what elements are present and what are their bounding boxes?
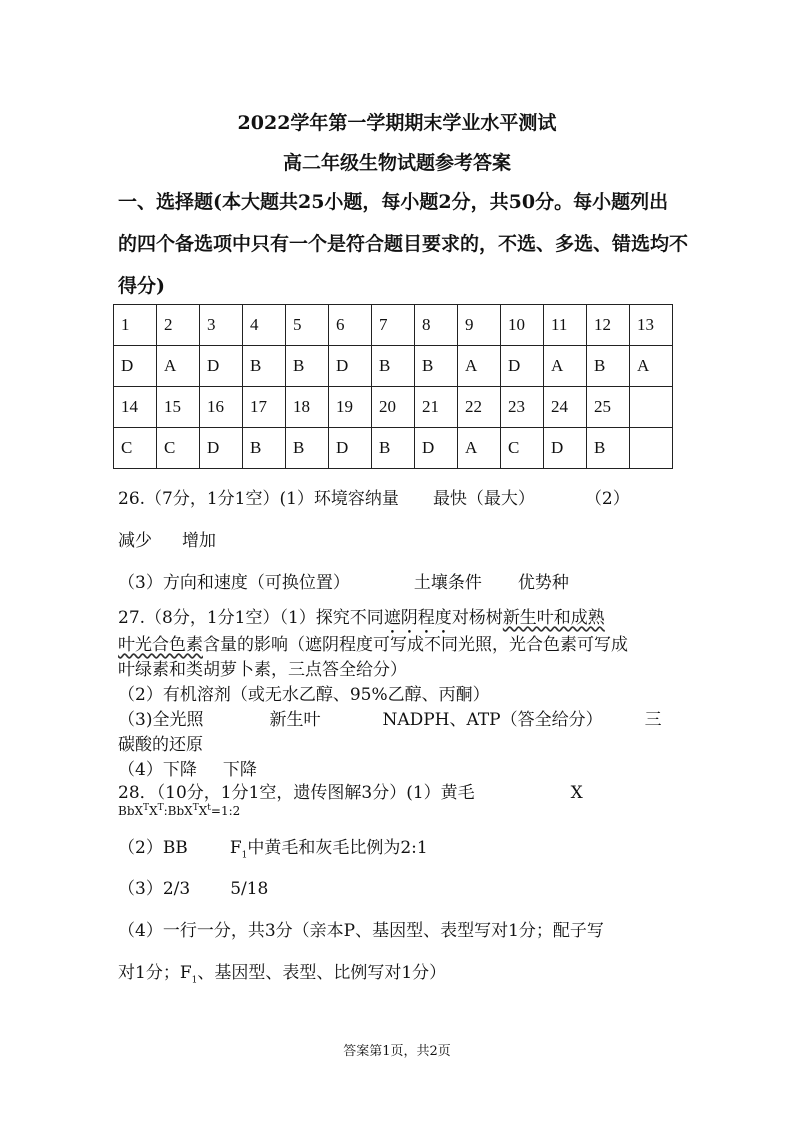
table-row xyxy=(114,428,673,469)
table-cell: 24 xyxy=(544,387,587,428)
table-cell: A xyxy=(630,346,673,387)
table-cell: D xyxy=(114,346,157,387)
table-cell: B xyxy=(286,346,329,387)
q28-two-thirds: （3）2/3 xyxy=(118,879,191,899)
table-cell: 8 xyxy=(415,305,458,346)
table-cell: 20 xyxy=(372,387,415,428)
section-heading-line2: 的四个备选项中只有一个是符合题目要求的，不选、多选、错选均不 xyxy=(118,233,689,255)
q28-l6-sub: 1 xyxy=(191,975,198,986)
table-cell: B xyxy=(243,346,286,387)
q28-g3: :BbX xyxy=(163,804,193,818)
table-cell: D xyxy=(415,428,458,469)
q27-nadph: NADPH、ATP（答全给分） xyxy=(382,710,603,730)
table-cell: C xyxy=(501,428,544,469)
table-cell xyxy=(630,428,673,469)
table-cell: 25 xyxy=(587,387,630,428)
q27-full-light: （3)全光照 xyxy=(118,710,204,730)
table-cell: 14 xyxy=(114,387,157,428)
q27-line3: 叶绿素和类胡萝卜素，三点答全给分） xyxy=(118,660,407,680)
table-cell xyxy=(630,387,673,428)
table-cell: B xyxy=(286,428,329,469)
q28-l6a: 对1分；F xyxy=(118,963,192,983)
table-row xyxy=(114,387,673,428)
table-cell: D xyxy=(501,346,544,387)
table-cell: 18 xyxy=(286,387,329,428)
q26-line1 xyxy=(118,484,630,509)
table-cell: 4 xyxy=(243,305,286,346)
table-cell: 2 xyxy=(157,305,200,346)
table-cell: B xyxy=(243,428,286,469)
table-cell: 3 xyxy=(200,305,243,346)
q28-ratio-text: 中黄毛和灰毛比例为2:1 xyxy=(247,838,428,858)
q26-line2 xyxy=(118,526,216,551)
q28-g2: X xyxy=(149,804,158,818)
table-cell: 13 xyxy=(630,305,673,346)
q27-mid-text: 对杨树 xyxy=(451,608,503,628)
q27-line7 xyxy=(118,755,257,780)
q26-answer-increase: 增加 xyxy=(182,531,216,551)
q27-decrease-1: （4）下降 xyxy=(118,760,197,780)
q28-l6b: 、基因型、表型、比例写对1分） xyxy=(197,963,447,983)
section-heading-line1: 一、选择题(本大题共25小题，每小题2分，共50分。每小题列出 xyxy=(118,191,669,213)
q28-f-sub: 1 xyxy=(241,850,248,861)
q28-x: X xyxy=(570,783,583,803)
q28-s4: t xyxy=(207,803,211,813)
q26-prefix: 26.（7分，1分1空）(1）环境容纳量 xyxy=(118,489,399,509)
section-heading-line3: 得分) xyxy=(118,275,165,297)
table-cell: B xyxy=(372,346,415,387)
table-row xyxy=(114,305,673,346)
q26-dominant: 优势种 xyxy=(517,573,569,593)
table-cell: 15 xyxy=(157,387,200,428)
page-subtitle: 高二年级生物试题参考答案 xyxy=(282,152,511,174)
table-cell: C xyxy=(114,428,157,469)
q28-s1: T xyxy=(143,803,150,813)
q27-dotted-text: 遮阴程度 xyxy=(383,608,452,628)
q28-line6 xyxy=(118,958,446,985)
q26-answer-decrease: 减少 xyxy=(118,531,152,551)
table-cell: A xyxy=(544,346,587,387)
q28-line5: （4）一行一分，共3分（亲本P、基因型、表型写对1分；配子写 xyxy=(118,921,604,941)
table-cell: D xyxy=(544,428,587,469)
q28-line4 xyxy=(118,874,268,899)
table-cell: B xyxy=(587,346,630,387)
q27-wavy-text-2: 叶光合色素 xyxy=(118,635,203,655)
table-cell: D xyxy=(329,428,372,469)
q28-line3 xyxy=(118,833,428,860)
q27-three: 三 xyxy=(644,710,662,730)
table-cell: 22 xyxy=(458,387,501,428)
q27-line4: （2）有机溶剂（或无水乙醇、95%乙醇、丙酮） xyxy=(118,685,490,705)
q28-f: F xyxy=(229,838,242,858)
q28-prefix: 28．（10分，1分1空，遗传图解3分）(1）黄毛 xyxy=(118,783,475,803)
table-cell: B xyxy=(372,428,415,469)
table-cell: B xyxy=(415,346,458,387)
table-cell: D xyxy=(329,346,372,387)
q28-line1 xyxy=(118,778,583,803)
q28-ratio: =1:2 xyxy=(210,804,241,818)
table-cell: 7 xyxy=(372,305,415,346)
table-cell: A xyxy=(458,346,501,387)
q26-part2-label: （2） xyxy=(584,489,630,509)
q27-line5 xyxy=(118,705,662,730)
q28-five-eighteenths: 5/18 xyxy=(230,879,269,899)
table-cell: 19 xyxy=(329,387,372,428)
q28-s3: T xyxy=(192,803,199,813)
table-cell: 17 xyxy=(243,387,286,428)
table-cell: B xyxy=(587,428,630,469)
table-row xyxy=(114,346,673,387)
q28-bb: （2）BB xyxy=(118,838,188,858)
q27-wavy-text: 新生叶和成熟 xyxy=(502,608,605,628)
q27-line2 xyxy=(118,630,628,655)
q26-line3 xyxy=(118,568,569,593)
table-cell: A xyxy=(157,346,200,387)
q27-new-leaf: 新生叶 xyxy=(269,710,321,730)
table-cell: 16 xyxy=(200,387,243,428)
q26-answer-fastest: 最快（最大） xyxy=(432,489,535,509)
table-cell: C xyxy=(157,428,200,469)
q26-part3: （3）方向和速度（可换位置） xyxy=(118,573,350,593)
page-footer: 答案第1页，共2页 xyxy=(343,1044,451,1059)
table-cell: 5 xyxy=(286,305,329,346)
table-cell: 9 xyxy=(458,305,501,346)
table-cell: 10 xyxy=(501,305,544,346)
q27-line6: 碳酸的还原 xyxy=(118,735,203,755)
q28-genotype-ratio xyxy=(118,803,240,818)
table-cell: D xyxy=(200,346,243,387)
q28-s2: T xyxy=(157,803,164,813)
table-cell: 11 xyxy=(544,305,587,346)
table-cell: 12 xyxy=(587,305,630,346)
table-cell: D xyxy=(200,428,243,469)
q28-g4: X xyxy=(198,804,208,818)
table-cell: 1 xyxy=(114,305,157,346)
q27-decrease-2: 下降 xyxy=(222,760,257,780)
q26-soil: 土壤条件 xyxy=(413,573,482,593)
table-cell: A xyxy=(458,428,501,469)
q28-g1: BbX xyxy=(118,804,144,818)
page-title: 2022学年第一学期期末学业水平测试 xyxy=(237,112,557,134)
table-cell: 23 xyxy=(501,387,544,428)
q27-prefix: 27.（8分，1分1空）（1）探究不同 xyxy=(118,608,384,628)
table-cell: 21 xyxy=(415,387,458,428)
q27-line2-rest: 含量的影响（遮阴程度可写成不同光照，光合色素可写成 xyxy=(203,635,628,655)
answer-table xyxy=(113,304,673,469)
table-cell: 6 xyxy=(329,305,372,346)
